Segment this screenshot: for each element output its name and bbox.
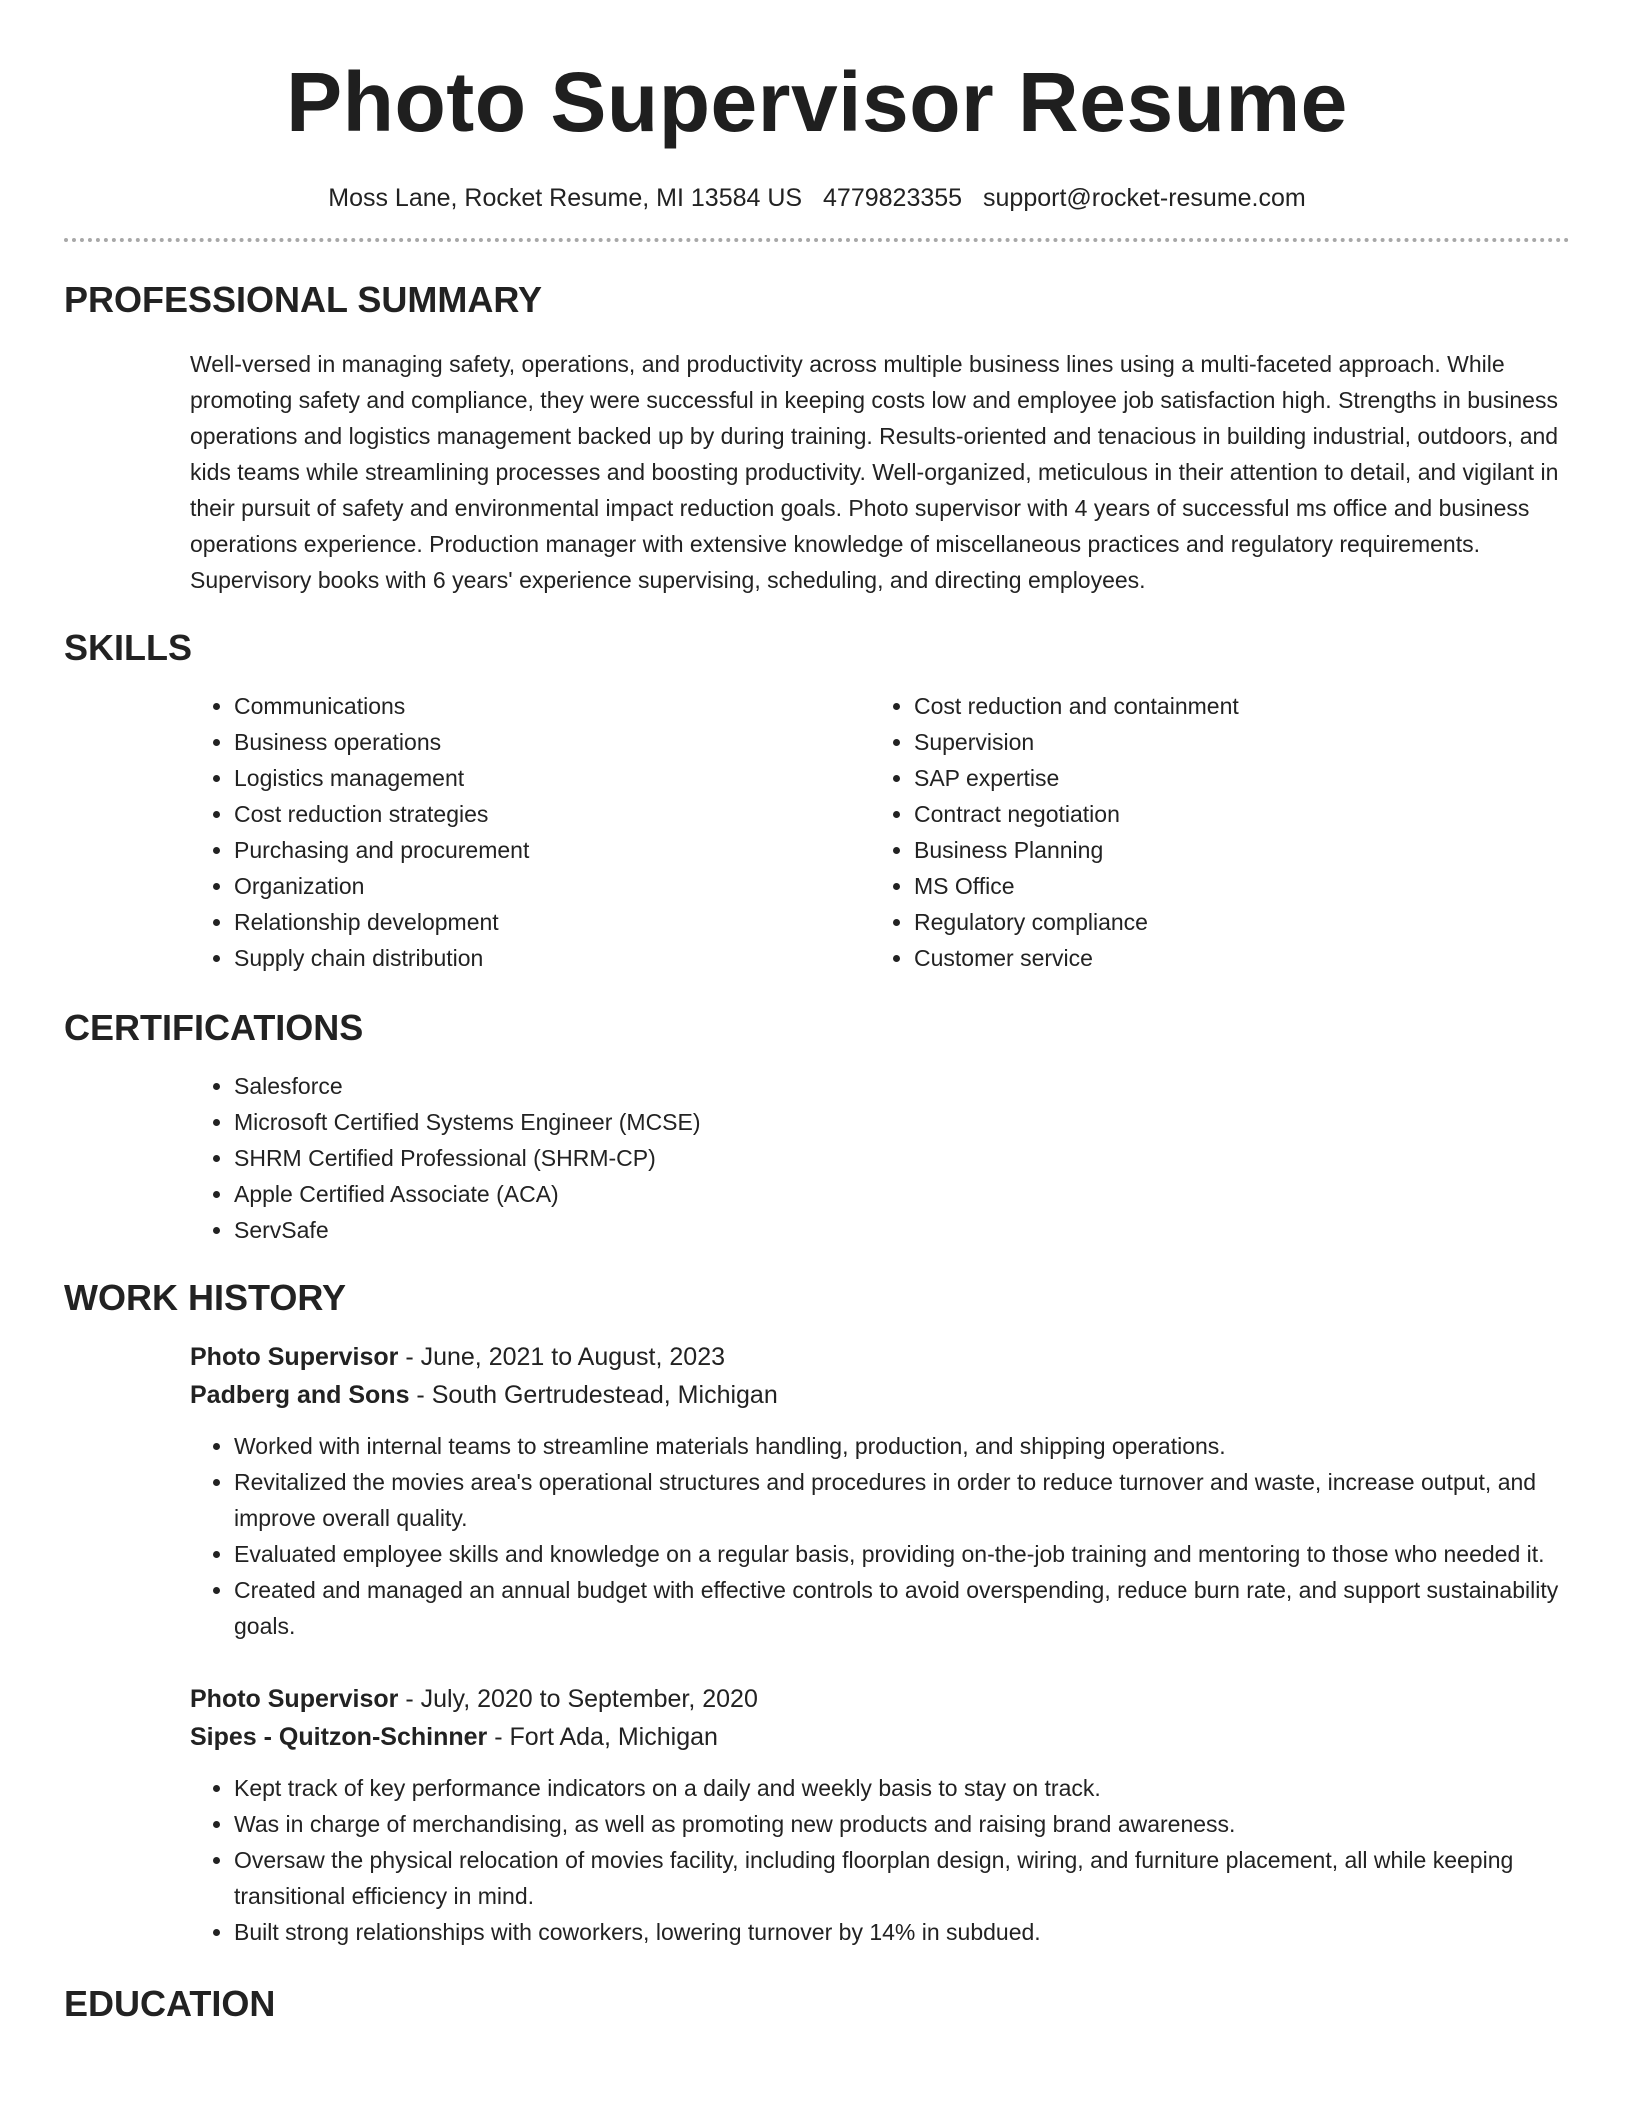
resume-page — [64, 0, 1570, 2112]
job-duty: • Revitalized the movies area's operational structures and procedures in order to reduce turnover and waste, increase output, and improve overall quality. — [234, 1464, 1570, 1536]
contact-address: Moss Lane, Rocket Resume, MI 13584 US — [328, 184, 803, 212]
job-title: Photo Supervisor — [190, 1685, 399, 1713]
certification-item: • Microsoft Certified Systems Engineer (MCSE) — [234, 1104, 1570, 1140]
job-duties-list — [190, 1770, 1570, 1950]
skill-item: • Relationship development — [234, 904, 870, 940]
skill-item: • Contract negotiation — [914, 796, 1550, 832]
skill-item: • Cost reduction strategies — [234, 796, 870, 832]
skill-item: • MS Office — [914, 868, 1550, 904]
skill-item: • Communications — [234, 688, 870, 724]
job-company-line — [190, 1376, 1570, 1414]
job-duty: • Was in charge of merchandising, as well as promoting new products and raising brand awareness. — [234, 1806, 1570, 1842]
contact-email: support@rocket-resume.com — [983, 184, 1306, 212]
skills-column-left — [190, 688, 870, 976]
job-duty: • Created and managed an annual budget with effective controls to avoid overspending, reduce burn rate, and support sustainability goals. — [234, 1572, 1570, 1644]
skills-list-left — [190, 688, 870, 976]
job-duty: • Kept track of key performance indicators on a daily and weekly basis to stay on track. — [234, 1770, 1570, 1806]
job-entry — [190, 1338, 1570, 1644]
skill-item: • Business Planning — [914, 832, 1550, 868]
skill-item: • SAP expertise — [914, 760, 1550, 796]
certification-item: • Salesforce — [234, 1068, 1570, 1104]
job-duty: • Oversaw the physical relocation of movies facility, including floorplan design, wiring, and furniture placement, all while keeping transitional efficiency in mind. — [234, 1842, 1570, 1914]
contact-phone: 4779823355 — [823, 184, 963, 212]
job-dates: - July, 2020 to September, 2020 — [398, 1685, 758, 1713]
job-company-line — [190, 1718, 1570, 1756]
job-dates: - June, 2021 to August, 2023 — [398, 1343, 726, 1371]
skill-item: • Supervision — [914, 724, 1550, 760]
education-heading: EDUCATION — [64, 1983, 276, 2024]
skills-grid — [190, 688, 1570, 976]
job-title-line — [190, 1338, 1570, 1376]
job-title-line — [190, 1680, 1570, 1718]
skills-column-right — [870, 688, 1550, 976]
work-history-heading: WORK HISTORY — [64, 1277, 347, 1318]
job-company: Sipes - Quitzon-Schinner — [190, 1723, 488, 1751]
job-duty: • Worked with internal teams to streamline materials handling, production, and shipping operations. — [234, 1428, 1570, 1464]
skills-list-right — [870, 688, 1550, 976]
job-duty: • Evaluated employee skills and knowledge on a regular basis, providing on-the-job training and mentoring to those who needed it. — [234, 1536, 1570, 1572]
skill-item: • Organization — [234, 868, 870, 904]
job-duties-list — [190, 1428, 1570, 1644]
certifications-heading: CERTIFICATIONS — [64, 1007, 364, 1048]
job-title: Photo Supervisor — [190, 1343, 399, 1371]
skills-heading: SKILLS — [64, 627, 193, 668]
skill-item: • Business operations — [234, 724, 870, 760]
summary-heading: PROFESSIONAL SUMMARY — [64, 279, 543, 320]
job-company: Padberg and Sons — [190, 1381, 410, 1409]
skill-item: • Purchasing and procurement — [234, 832, 870, 868]
job-location: - South Gertrudestead, Michigan — [409, 1381, 778, 1409]
skill-item: • Regulatory compliance — [914, 904, 1550, 940]
job-duty: • Built strong relationships with coworkers, lowering turnover by 14% in subdued. — [234, 1914, 1570, 1950]
contact-line — [64, 180, 1570, 216]
skill-item: • Cost reduction and containment — [914, 688, 1550, 724]
certifications-block — [190, 1068, 1570, 1248]
certification-item: • SHRM Certified Professional (SHRM-CP) — [234, 1140, 1570, 1176]
header-divider — [64, 238, 1570, 242]
job-location: - Fort Ada, Michigan — [487, 1723, 718, 1751]
certification-item: • ServSafe — [234, 1212, 1570, 1248]
certification-item: • Apple Certified Associate (ACA) — [234, 1176, 1570, 1212]
certifications-list — [190, 1068, 1570, 1248]
skill-item: • Logistics management — [234, 760, 870, 796]
job-entry — [190, 1680, 1570, 1950]
skill-item: • Supply chain distribution — [234, 940, 870, 976]
skill-item: • Customer service — [914, 940, 1550, 976]
resume-title: Photo Supervisor Resume — [286, 55, 1348, 149]
summary-text: Well-versed in managing safety, operations, and productivity across multiple business lines using a multi-faceted approach. While promoting safety and compliance, they were successful in keeping costs low and employee job satisfaction high. Strengths in business operations and logistics management backed up by during training. Results-oriented and tenacious in building industrial, outdoors, and kids teams while streamlining processes and boosting productivity. Well-organized, meticulous in their attention to detail, and vigilant in their pursuit of safety and environmental impact reduction goals. Photo supervisor with 4 years of successful ms office and business operations experience. Production manager with extensive knowledge of miscellaneous practices and regulatory requirements. Supervisory books with 6 years' experience supervising, scheduling, and directing employees. — [190, 351, 1559, 593]
